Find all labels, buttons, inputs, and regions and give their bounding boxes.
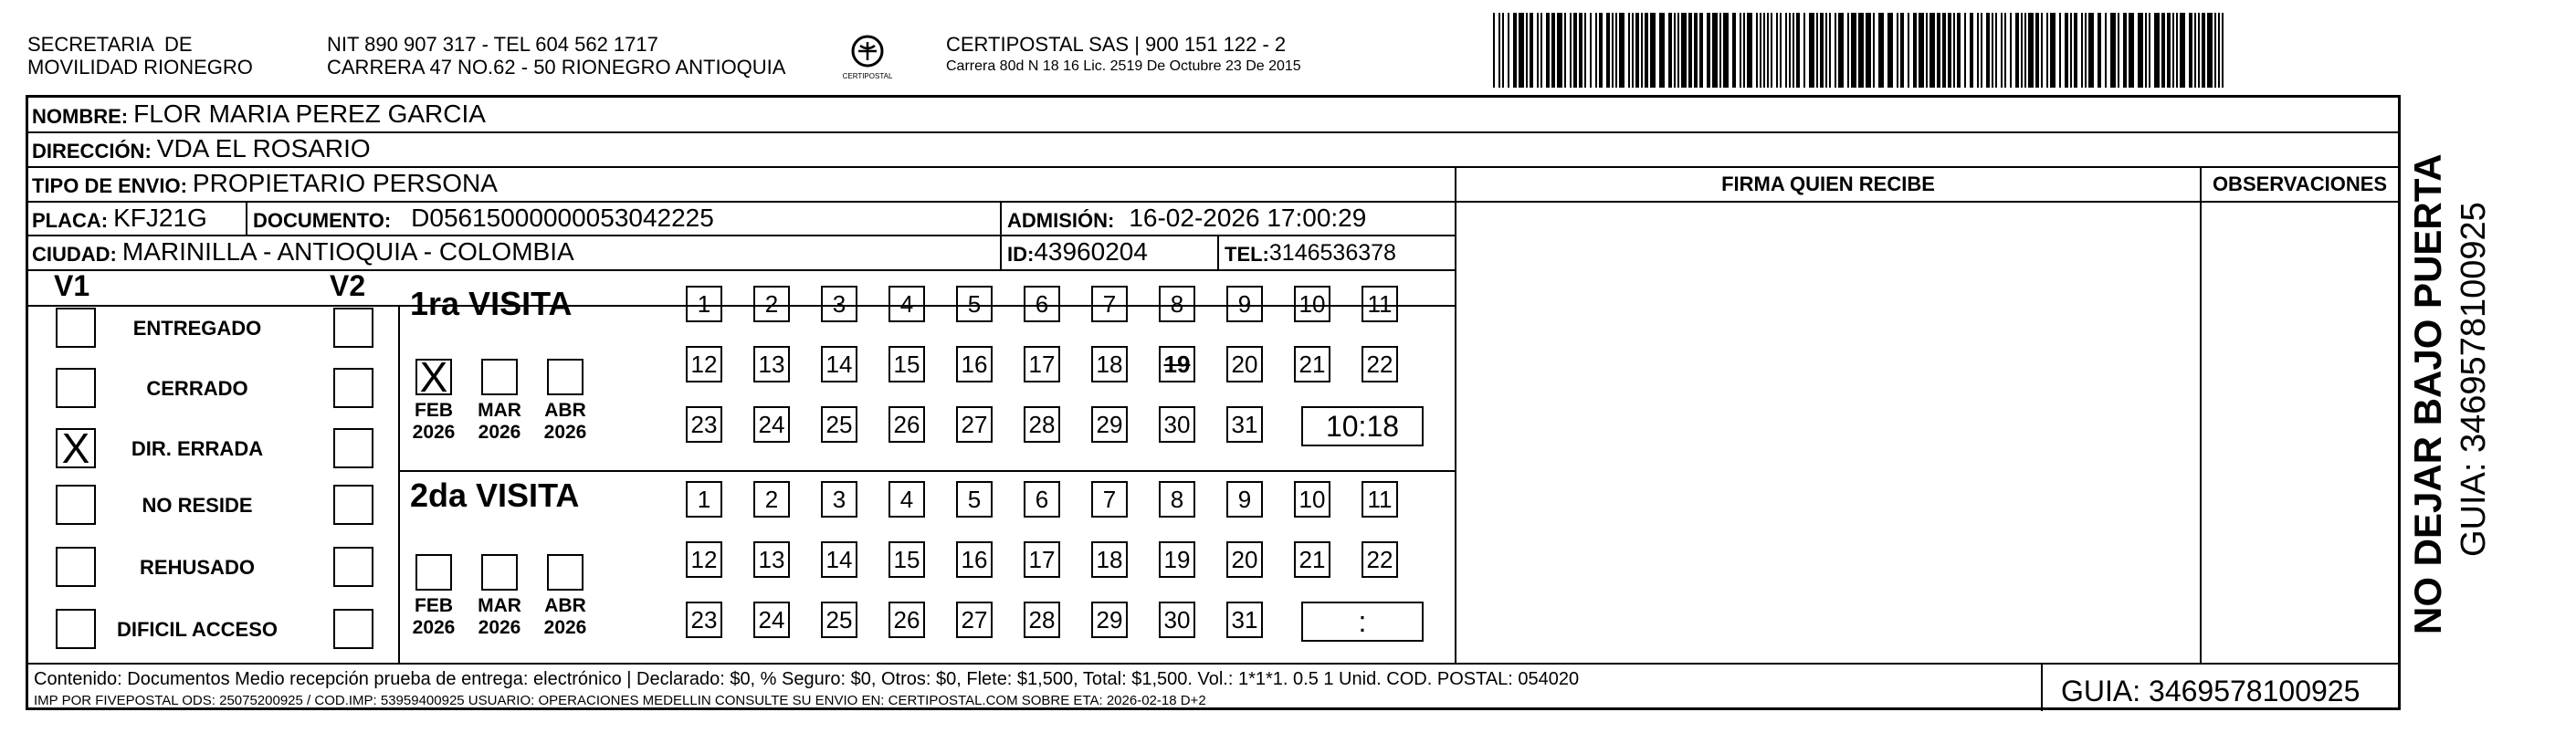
day-box: 16 (956, 346, 993, 382)
barcode-bar (2198, 13, 2200, 88)
barcode-bar (1897, 13, 1898, 88)
id-row (1004, 237, 1148, 268)
barcode-bar (1537, 13, 1539, 88)
month-checkbox: X (415, 359, 452, 395)
month-label (542, 400, 588, 444)
day-box: 2 (753, 286, 790, 322)
barcode-bar (1756, 13, 1758, 88)
barcode-bar (1694, 13, 1698, 88)
barcode-bar (1659, 13, 1665, 88)
barcode-bar (2074, 13, 2077, 88)
barcode-bar (1964, 13, 1966, 88)
status-v2-checkbox (333, 609, 373, 649)
barcode-bar (1803, 13, 1805, 88)
barcode-bar (1599, 13, 1603, 88)
v2-header: V2 (330, 269, 366, 302)
barcode-bar (2015, 13, 2019, 88)
barcode-bar (1712, 13, 1718, 88)
barcode-bar (1732, 13, 1736, 88)
barcode-bar (1900, 13, 1904, 88)
day-box: 20 (1226, 346, 1263, 382)
barcode-bar (1612, 13, 1614, 88)
barcode-bar (1847, 13, 1849, 88)
barcode-bar (1579, 13, 1582, 88)
day-box: 2 (753, 481, 790, 518)
barcode-bar (1677, 13, 1679, 88)
footer-line1: Contenido: Documentos Medio recepción prueba de entrega: electrónico | Declarado: $0, % Seguro: $0, Otros: $0, Flete: $1,500, Total: $1,500. Vol.: 1*1*1. 0.5 1 Unid. COD. POSTAL: 054020 (34, 669, 1580, 689)
delivery-form (26, 95, 2401, 710)
day-box: 29 (1091, 406, 1128, 443)
barcode-bar (2214, 13, 2216, 88)
month-label (411, 595, 457, 639)
barcode-bar (1986, 13, 1990, 88)
barcode-bar (1502, 13, 1504, 88)
barcode-bar (2081, 13, 2083, 88)
status-label: ENTREGADO (132, 317, 262, 340)
barcode-bar (1590, 13, 1592, 88)
barcode-bar (1650, 13, 1656, 88)
day-box: 11 (1362, 481, 1398, 518)
barcode-bar (1740, 13, 1741, 88)
barcode-bar (1929, 13, 1935, 88)
id-value: 43960204 (1034, 237, 1148, 266)
status-v2-checkbox (333, 485, 373, 525)
status-label: CERRADO (146, 377, 248, 400)
day-box: 31 (1226, 406, 1263, 443)
plate-value: KFJ21G (113, 204, 207, 232)
barcode-bar (1595, 13, 1597, 88)
sender-info (327, 33, 785, 79)
courier-info (946, 33, 1301, 76)
day-box: 26 (888, 406, 925, 443)
sender-name (27, 33, 253, 79)
day-box: 27 (956, 602, 993, 638)
barcode-bar (2088, 13, 2094, 88)
barcode-bar (2202, 13, 2205, 88)
city-value: MARINILLA - ANTIOQUIA - COLOMBIA (121, 237, 574, 266)
barcode-bar (1825, 13, 1827, 88)
day-box: 14 (821, 346, 857, 382)
day-box: 5 (956, 286, 993, 322)
visit1-title: 1ra VISITA (410, 285, 573, 322)
v1-header: V1 (54, 269, 90, 302)
month-checkbox (415, 554, 452, 591)
barcode-bar (1851, 13, 1856, 88)
day-box: 18 (1091, 346, 1128, 382)
month-checkbox (547, 359, 584, 395)
day-box: 8 (1159, 481, 1195, 518)
city-row (28, 237, 574, 268)
barcode-bar (1519, 13, 1524, 88)
certipostal-logo (838, 35, 897, 82)
barcode-bar (1674, 13, 1676, 88)
day-box: 31 (1226, 602, 1263, 638)
day-box: 12 (686, 346, 722, 382)
barcode-bar (1526, 13, 1528, 88)
barcode-bar (2070, 13, 2072, 88)
barcode-bar (1763, 13, 1765, 88)
footer-line2: IMP POR FIVEPOSTAL ODS: 25075200925 / COD.IMP: 53959400925 USUARIO: OPERACIONES MEDELLIN CONSULTE SU ENVIO EN: CERTIPOSTAL.COM SOBRE ETA: 2026-02-18 D+2 (34, 693, 1206, 708)
month-label (477, 400, 522, 444)
visit2-time: : (1301, 602, 1424, 642)
visit2-title: 2da VISITA (410, 476, 580, 514)
barcode-bar (1957, 13, 1961, 88)
status-v1-checkbox (56, 547, 96, 587)
barcode-bar (1498, 13, 1500, 88)
barcode-bar (1913, 13, 1917, 88)
day-box: 6 (1024, 286, 1060, 322)
status-v1-checkbox (56, 609, 96, 649)
status-label: NO RESIDE (142, 494, 253, 517)
barcode-bar (2138, 13, 2143, 88)
barcode-bar (1948, 13, 1951, 88)
barcode-bar (1816, 13, 1818, 88)
barcode-bar (1796, 13, 1800, 88)
barcode-bar (2098, 13, 2101, 88)
recipient-address: VDA EL ROSARIO (156, 134, 371, 162)
document-label: DOCUMENTO: (253, 209, 392, 232)
month-year: 2026 (543, 422, 587, 443)
day-box: 15 (888, 541, 925, 578)
barcode-bar (1719, 13, 1721, 88)
barcode-bar (2028, 13, 2034, 88)
day-box: 19 (1159, 541, 1195, 578)
barcode-bar (1887, 13, 1893, 88)
signature-header: FIRMA QUIEN RECIBE (1721, 173, 1935, 195)
day-box: 1 (686, 286, 722, 322)
sender-line2: MOVILIDAD RIONEGRO (27, 56, 253, 79)
barcode-bar (2004, 13, 2006, 88)
day-box: 7 (1091, 286, 1128, 322)
barcode-bar (2176, 13, 2178, 88)
status-v2-checkbox (333, 308, 373, 348)
barcode-bar (2110, 13, 2116, 88)
barcode-bar (2154, 13, 2160, 88)
svg-text:CERTIPOSTAL: CERTIPOSTAL (842, 72, 893, 80)
barcode-bar (1809, 13, 1814, 88)
barcode-bar (1747, 13, 1752, 88)
barcode-bar (1776, 13, 1778, 88)
barcode-bar (1919, 13, 1924, 88)
barcode-bar (1681, 13, 1687, 88)
month-name: ABR (544, 400, 586, 421)
month-name: MAR (478, 595, 521, 616)
day-box: 22 (1362, 346, 1398, 382)
document-value: D05615000000053042225 (411, 204, 714, 232)
day-box: 21 (1294, 541, 1330, 578)
barcode-bar (1981, 13, 1982, 88)
day-box: 9 (1226, 286, 1263, 322)
status-label: DIFICIL ACCESO (116, 618, 278, 641)
day-box: 8 (1159, 286, 1195, 322)
barcode-bar (1838, 13, 1844, 88)
status-v1-checkbox (56, 368, 96, 408)
day-box: 14 (821, 541, 857, 578)
day-box: 13 (753, 541, 790, 578)
day-box: 21 (1294, 346, 1330, 382)
side-warning: NO DEJAR BAJO PUERTA (2406, 153, 2449, 634)
barcode-image (1493, 13, 2224, 88)
barcode-bar (1540, 13, 1542, 88)
barcode-bar (2050, 13, 2056, 88)
day-box: 22 (1362, 541, 1398, 578)
barcode-bar (2180, 13, 2185, 88)
barcode-bar (1508, 13, 1509, 88)
day-box: 4 (888, 481, 925, 518)
barcode-bar (1584, 13, 1586, 88)
barcode-bar (1760, 13, 1761, 88)
day-box: 5 (956, 481, 993, 518)
footer-details (34, 669, 2034, 708)
month-name: ABR (544, 595, 586, 616)
month-name: MAR (478, 400, 521, 421)
barcode-bar (1908, 13, 1909, 88)
name-row (28, 99, 486, 131)
day-box: 18 (1091, 541, 1128, 578)
day-box: 28 (1024, 602, 1060, 638)
barcode-bar (1707, 13, 1710, 88)
barcode-bar (1570, 13, 1572, 88)
barcode-bar (1942, 13, 1946, 88)
barcode-bar (2065, 13, 2068, 88)
barcode-bar (1793, 13, 1794, 88)
barcode-bar (1866, 13, 1871, 88)
day-box: 1 (686, 481, 722, 518)
status-v2-checkbox (333, 428, 373, 468)
admission-label: ADMISIÓN: (1007, 209, 1115, 232)
month-year: 2026 (478, 422, 521, 443)
barcode-bar (2118, 13, 2119, 88)
day-box: 13 (753, 346, 790, 382)
day-box: 30 (1159, 406, 1195, 443)
barcode-bar (2035, 13, 2039, 88)
courier-name: CERTIPOSTAL SAS | 900 151 122 - 2 (946, 33, 1287, 56)
barcode-bar (1992, 13, 1993, 88)
visit1-time: 10:18 (1301, 406, 1424, 446)
day-box: 9 (1226, 481, 1263, 518)
courier-license: Carrera 80d N 18 16 Lic. 2519 De Octubre 23 De 2015 (946, 58, 1301, 74)
barcode-bar (2021, 13, 2023, 88)
barcode-bar (1557, 13, 1562, 88)
city-label: CIUDAD: (32, 243, 117, 266)
barcode-bar (1668, 13, 1672, 88)
barcode-bar (1546, 13, 1550, 88)
month-name: FEB (415, 400, 453, 421)
barcode-bar (1970, 13, 1973, 88)
barcode-bar (1564, 13, 1566, 88)
barcode-bar (2085, 13, 2087, 88)
send-type: PROPIETARIO PERSONA (192, 169, 498, 197)
day-box: 19 (1159, 346, 1195, 382)
barcode-bar (1723, 13, 1729, 88)
name-label: NOMBRE: (32, 105, 129, 128)
barcode-bar (1767, 13, 1769, 88)
admission-value: 16-02-2026 17:00:29 (1129, 204, 1367, 232)
plate-row (28, 204, 207, 235)
barcode-bar (1977, 13, 1979, 88)
barcode-bar (1835, 13, 1836, 88)
sender-line1: SECRETARIA DE (27, 33, 193, 56)
day-box: 6 (1024, 481, 1060, 518)
footer-guide: GUIA: 3469578100925 (2061, 675, 2360, 707)
barcode-bar (1771, 13, 1772, 88)
barcode-bar (1530, 13, 1533, 88)
barcode-bar (1873, 13, 1875, 88)
barcode-bar (2194, 13, 2196, 88)
day-box: 16 (956, 541, 993, 578)
status-v1-checkbox (56, 485, 96, 525)
sender-address: CARRERA 47 NO.62 - 50 RIONEGRO ANTIOQUIA (327, 56, 786, 79)
month-checkbox (481, 554, 518, 591)
barcode-bar (1789, 13, 1791, 88)
barcode-bar (2059, 13, 2061, 88)
day-box: 23 (686, 406, 722, 443)
recipient-name: FLOR MARIA PEREZ GARCIA (133, 99, 486, 128)
day-box: 27 (956, 406, 993, 443)
month-checkbox (547, 554, 584, 591)
barcode-bar (2189, 13, 2192, 88)
day-box: 24 (753, 602, 790, 638)
barcode-bar (2024, 13, 2026, 88)
day-box: 7 (1091, 481, 1128, 518)
status-label: DIR. ERRADA (131, 437, 264, 460)
barcode-bar (1699, 13, 1703, 88)
day-box: 3 (821, 481, 857, 518)
barcode-bar (1551, 13, 1555, 88)
day-box: 23 (686, 602, 722, 638)
month-label (411, 400, 457, 444)
send-type-row (28, 169, 498, 200)
day-box: 28 (1024, 406, 1060, 443)
barcode-bar (1628, 13, 1630, 88)
barcode-bar (2161, 13, 2165, 88)
day-box: 15 (888, 346, 925, 382)
barcode-bar (1606, 13, 1610, 88)
day-box: 20 (1226, 541, 1263, 578)
barcode-bar (1573, 13, 1577, 88)
barcode-bar (1635, 13, 1639, 88)
barcode-bar (1513, 13, 1517, 88)
tel-row (1221, 237, 1396, 268)
day-box: 17 (1024, 346, 1060, 382)
barcode-bar (2046, 13, 2048, 88)
side-guide: GUIA: 3469578100925 (2455, 202, 2493, 557)
month-year: 2026 (412, 422, 456, 443)
barcode-bar (1743, 13, 1745, 88)
day-box: 11 (1362, 286, 1398, 322)
address-row (28, 134, 371, 165)
day-box: 24 (753, 406, 790, 443)
barcode-bar (1641, 13, 1643, 88)
status-v2-checkbox (333, 547, 373, 587)
barcode-bar (1953, 13, 1955, 88)
barcode-bar (1645, 13, 1648, 88)
month-label (477, 595, 522, 639)
tel-label: TEL: (1225, 243, 1269, 266)
barcode-bar (1632, 13, 1634, 88)
plate-label: PLACA: (32, 209, 109, 232)
barcode-bar (2041, 13, 2043, 88)
barcode-bar (2172, 13, 2174, 88)
day-box: 10 (1294, 286, 1330, 322)
month-name: FEB (415, 595, 453, 616)
barcode-bar (1820, 13, 1824, 88)
barcode-bar (1858, 13, 1864, 88)
barcode-bar (1995, 13, 1997, 88)
status-v2-checkbox (333, 368, 373, 408)
month-checkbox (481, 359, 518, 395)
barcode-bar (1493, 13, 1495, 88)
tel-value: 3146536378 (1268, 240, 1396, 266)
day-box: 25 (821, 602, 857, 638)
status-v1-checkbox (56, 308, 96, 348)
document-row (249, 204, 714, 235)
admission-row (1004, 204, 1366, 235)
barcode-bar (1619, 13, 1624, 88)
barcode-bar (2149, 13, 2150, 88)
barcode-bar (1785, 13, 1787, 88)
barcode-bar (2123, 13, 2127, 88)
day-box: 25 (821, 406, 857, 443)
address-label: DIRECCIÓN: (32, 140, 152, 162)
status-v1-checkbox: X (56, 428, 96, 468)
month-label (542, 595, 588, 639)
day-box: 30 (1159, 602, 1195, 638)
month-year: 2026 (543, 617, 587, 638)
day-box: 12 (686, 541, 722, 578)
barcode-bar (2207, 13, 2213, 88)
barcode-bar (1878, 13, 1884, 88)
barcode-bar (1688, 13, 1692, 88)
day-box: 26 (888, 602, 925, 638)
day-box: 10 (1294, 481, 1330, 518)
barcode-bar (1937, 13, 1940, 88)
month-year: 2026 (478, 617, 521, 638)
day-box: 29 (1091, 602, 1128, 638)
barcode-bar (1780, 13, 1782, 88)
barcode-bar (2167, 13, 2171, 88)
barcode-bar (2129, 13, 2134, 88)
barcode-bar (1829, 13, 1831, 88)
day-box: 4 (888, 286, 925, 322)
day-box: 3 (821, 286, 857, 322)
barcode-bar (2010, 13, 2012, 88)
barcode-bar (2105, 13, 2107, 88)
status-label: REHUSADO (140, 556, 255, 579)
month-year: 2026 (412, 617, 456, 638)
observations-header: OBSERVACIONES (2212, 173, 2388, 195)
day-box: 17 (1024, 541, 1060, 578)
barcode-bar (2222, 13, 2224, 88)
id-label: ID: (1007, 243, 1035, 266)
barcode-bar (2001, 13, 2003, 88)
send-type-label: TIPO DE ENVIO: (32, 174, 187, 197)
barcode-bar (1615, 13, 1617, 88)
barcode-bar (2218, 13, 2220, 88)
sender-nit: NIT 890 907 317 - TEL 604 562 1717 (327, 33, 658, 56)
barcode-bar (1926, 13, 1928, 88)
barcode-bar (2145, 13, 2147, 88)
